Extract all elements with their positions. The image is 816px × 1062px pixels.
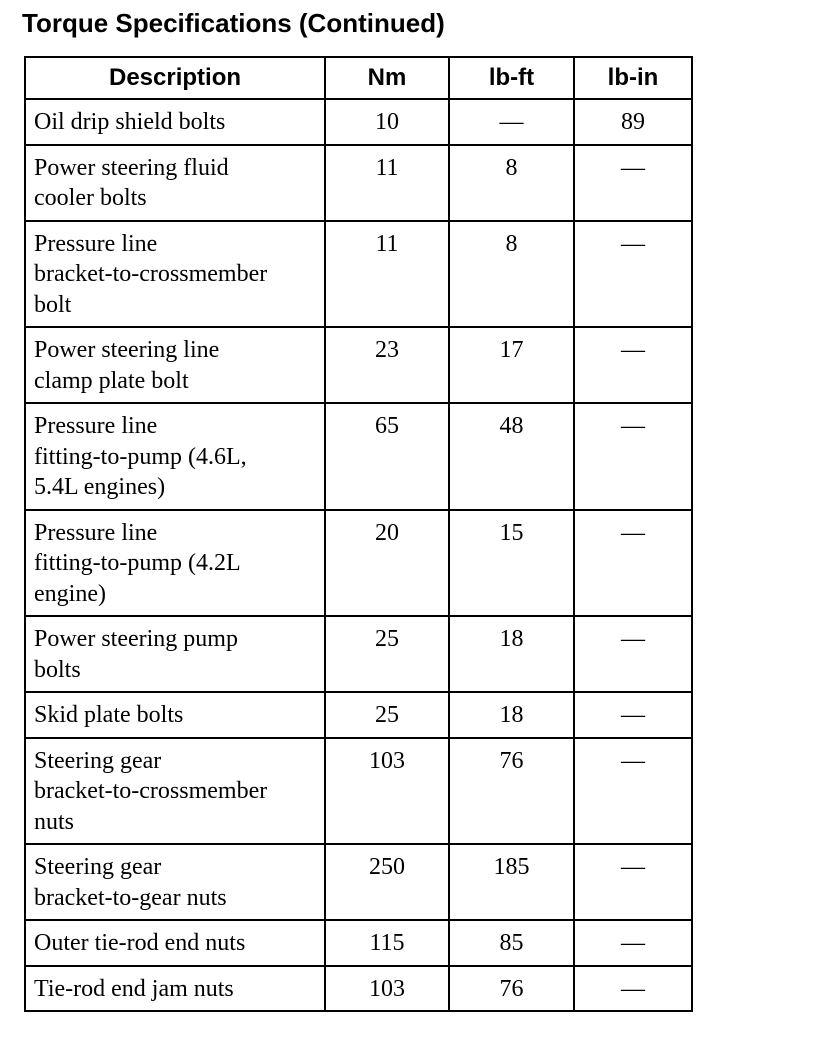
table-row [25,844,692,920]
cell-lb-in: — [574,616,692,692]
cell-description: Outer tie-rod end nuts [25,920,325,966]
cell-nm: 25 [325,692,449,738]
cell-nm: 23 [325,327,449,403]
header-nm: Nm [325,57,449,99]
table-row [25,221,692,328]
table-row [25,966,692,1012]
torque-spec-table [24,56,693,1012]
cell-nm: 11 [325,221,449,328]
cell-lb-in: — [574,692,692,738]
cell-lb-ft: 18 [449,692,574,738]
page-title: Torque Specifications (Continued) [22,8,445,38]
table-row [25,99,692,145]
cell-lb-ft: 8 [449,145,574,221]
cell-lb-in: — [574,920,692,966]
cell-lb-in: — [574,403,692,510]
cell-lb-ft: — [449,99,574,145]
cell-description: Power steering fluid cooler bolts [25,145,325,221]
cell-description: Steering gear bracket-to-gear nuts [25,844,325,920]
cell-description: Pressure line fitting-to-pump (4.6L, 5.4L engines) [25,403,325,510]
cell-lb-ft: 76 [449,738,574,845]
cell-description: Power steering line clamp plate bolt [25,327,325,403]
cell-description: Pressure line bracket-to-crossmember bolt [25,221,325,328]
header-lb-in: lb-in [574,57,692,99]
cell-description: Tie-rod end jam nuts [25,966,325,1012]
cell-nm: 10 [325,99,449,145]
table-row [25,692,692,738]
cell-lb-in: — [574,844,692,920]
cell-lb-ft: 76 [449,966,574,1012]
cell-nm: 20 [325,510,449,617]
table-row [25,403,692,510]
table-row [25,616,692,692]
cell-description: Power steering pump bolts [25,616,325,692]
cell-lb-in: — [574,145,692,221]
cell-lb-ft: 85 [449,920,574,966]
cell-lb-ft: 17 [449,327,574,403]
cell-nm: 103 [325,966,449,1012]
cell-lb-ft: 18 [449,616,574,692]
cell-nm: 103 [325,738,449,845]
cell-nm: 25 [325,616,449,692]
table-row [25,510,692,617]
cell-lb-in: — [574,966,692,1012]
cell-lb-in: — [574,327,692,403]
cell-nm: 115 [325,920,449,966]
table-header-row [25,57,692,99]
table-row [25,920,692,966]
cell-lb-ft: 48 [449,403,574,510]
cell-description: Oil drip shield bolts [25,99,325,145]
header-description: Description [25,57,325,99]
table-row [25,738,692,845]
table-row [25,145,692,221]
cell-description: Pressure line fitting-to-pump (4.2L engine) [25,510,325,617]
cell-lb-ft: 185 [449,844,574,920]
table-row [25,327,692,403]
cell-lb-ft: 8 [449,221,574,328]
cell-lb-ft: 15 [449,510,574,617]
cell-lb-in: 89 [574,99,692,145]
cell-lb-in: — [574,510,692,617]
cell-description: Skid plate bolts [25,692,325,738]
cell-nm: 250 [325,844,449,920]
cell-description: Steering gear bracket-to-crossmember nuts [25,738,325,845]
cell-nm: 11 [325,145,449,221]
cell-lb-in: — [574,221,692,328]
cell-lb-in: — [574,738,692,845]
header-lb-ft: lb-ft [449,57,574,99]
cell-nm: 65 [325,403,449,510]
